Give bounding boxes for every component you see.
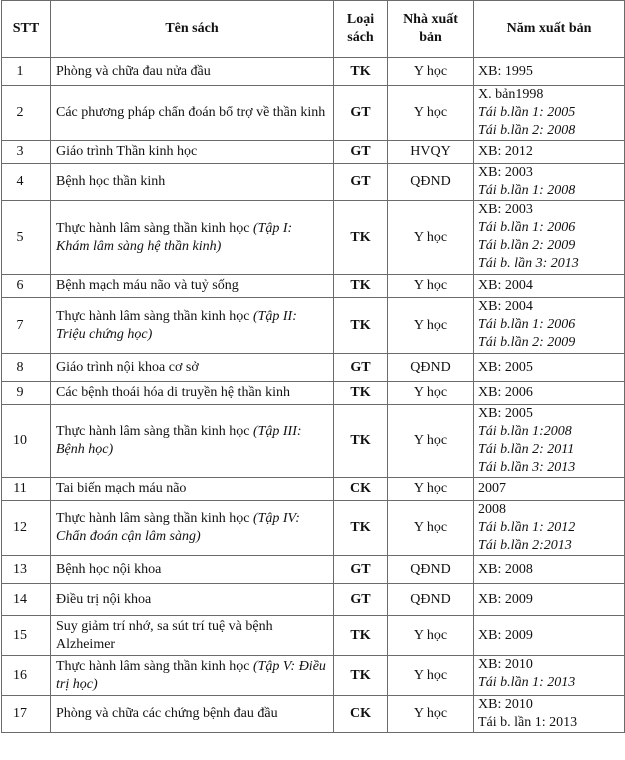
cell-stt: 6	[2, 275, 51, 298]
cell-title	[51, 298, 334, 354]
title-text: Phòng và chữa các chứng bệnh đau đầu	[56, 706, 278, 721]
header-type: Loại sách	[334, 1, 388, 58]
cell-publisher: Y học	[388, 201, 474, 275]
table-row	[2, 298, 625, 354]
table-row	[2, 58, 625, 86]
title-volume-note: (Tập II: Triệu chứng học)	[56, 308, 297, 342]
header-year: Năm xuất bản	[474, 1, 625, 58]
edition-line: XB: 2008	[478, 561, 533, 577]
cell-publisher: Y học	[388, 405, 474, 478]
cell-stt: 7	[2, 298, 51, 354]
reprint-line: Tái b.lần 2:2013	[478, 538, 572, 553]
cell-title	[51, 501, 334, 556]
cell-year	[474, 696, 625, 733]
title-text: Giáo trình Thần kinh học	[56, 144, 198, 159]
edition-line: XB: 2009	[478, 591, 533, 607]
reprint-line: Tái b.lần 1: 2006	[478, 220, 576, 235]
edition-line: XB: 2003	[478, 202, 533, 217]
title-text: Các phương pháp chẩn đoán bổ trợ về thần kinh	[56, 105, 326, 120]
edition-line: XB: 1995	[478, 63, 533, 79]
title-text: Điều trị nội khoa	[56, 591, 152, 607]
edition-line: XB: 2009	[478, 627, 533, 643]
cell-title	[51, 584, 334, 616]
cell-publisher: Y học	[388, 696, 474, 733]
cell-title	[51, 616, 334, 656]
edition-line: XB: 2004	[478, 299, 533, 314]
cell-publisher: HVQY	[388, 141, 474, 164]
cell-stt: 2	[2, 86, 51, 141]
reprint-line: Tái b. lần 3: 2013	[478, 256, 579, 271]
table-row	[2, 696, 625, 733]
cell-stt: 10	[2, 405, 51, 478]
reprint-line: Tái b.lần 1: 2012	[478, 520, 576, 535]
cell-type: TK	[334, 501, 388, 556]
table-row	[2, 478, 625, 501]
cell-type: GT	[334, 584, 388, 616]
cell-publisher: QĐND	[388, 354, 474, 382]
header-row	[2, 1, 625, 58]
title-text: Thực hành lâm sàng thần kinh học	[56, 308, 253, 324]
table-row	[2, 501, 625, 556]
title-volume-note: (Tập III: Bệnh học)	[56, 424, 302, 457]
edition-line: X. bản1998	[478, 87, 544, 102]
edition-line: XB: 2005	[478, 406, 533, 421]
reprint-line: Tái b.lần 2: 2008	[478, 123, 576, 138]
title-text: Bệnh mạch máu não và tuỷ sống	[56, 278, 239, 293]
title-text: Các bệnh thoái hóa di truyền hệ thần kinh	[56, 385, 291, 400]
cell-year	[474, 164, 625, 201]
cell-year	[474, 86, 625, 141]
table-row	[2, 86, 625, 141]
cell-publisher: Y học	[388, 298, 474, 354]
cell-type: GT	[334, 141, 388, 164]
title-text: Suy giảm trí nhớ, sa sút trí tuệ và bệnh Alzheimer	[56, 618, 273, 652]
edition-line: XB: 2003	[478, 165, 533, 180]
cell-year	[474, 478, 625, 501]
cell-type: TK	[334, 298, 388, 354]
cell-year	[474, 58, 625, 86]
title-text: Tai biến mạch máu não	[56, 481, 187, 496]
cell-type: CK	[334, 696, 388, 733]
cell-year	[474, 298, 625, 354]
cell-title	[51, 201, 334, 275]
cell-type: TK	[334, 656, 388, 696]
cell-publisher: Y học	[388, 656, 474, 696]
table-body	[2, 58, 625, 733]
title-text: Phòng và chữa đau nửa đầu	[56, 63, 211, 79]
cell-year	[474, 354, 625, 382]
edition-line: XB: 2006	[478, 385, 533, 400]
title-volume-note: (Tập IV: Chẩn đoán cận lâm sàng)	[56, 511, 300, 544]
edition-line: Tái b. lần 1: 2013	[478, 715, 578, 730]
cell-stt: 3	[2, 141, 51, 164]
cell-type: GT	[334, 86, 388, 141]
cell-stt: 16	[2, 656, 51, 696]
cell-title	[51, 382, 334, 405]
book-table	[1, 0, 625, 733]
cell-type: GT	[334, 556, 388, 584]
cell-stt: 17	[2, 696, 51, 733]
cell-stt: 11	[2, 478, 51, 501]
cell-type: GT	[334, 164, 388, 201]
edition-line: XB: 2012	[478, 144, 533, 159]
reprint-line: Tái b.lần 1: 2006	[478, 317, 576, 332]
cell-title	[51, 86, 334, 141]
cell-year	[474, 616, 625, 656]
cell-year	[474, 405, 625, 478]
cell-stt: 1	[2, 58, 51, 86]
cell-year	[474, 141, 625, 164]
table-row	[2, 382, 625, 405]
title-text: Bệnh học nội khoa	[56, 561, 162, 577]
table-row	[2, 584, 625, 616]
table-row	[2, 405, 625, 478]
cell-title	[51, 164, 334, 201]
cell-title	[51, 696, 334, 733]
cell-title	[51, 141, 334, 164]
cell-type: TK	[334, 275, 388, 298]
title-text: Bệnh học thần kinh	[56, 174, 166, 189]
cell-title	[51, 656, 334, 696]
cell-publisher: Y học	[388, 275, 474, 298]
cell-type: CK	[334, 478, 388, 501]
reprint-line: Tái b.lần 2: 2009	[478, 335, 576, 350]
edition-line: 2008	[478, 502, 506, 517]
cell-year	[474, 501, 625, 556]
cell-stt: 5	[2, 201, 51, 275]
edition-line: XB: 2010	[478, 697, 533, 712]
cell-year	[474, 656, 625, 696]
cell-year	[474, 584, 625, 616]
table-row	[2, 354, 625, 382]
cell-type: TK	[334, 58, 388, 86]
edition-line: XB: 2010	[478, 657, 533, 672]
reprint-line: Tái b.lần 1: 2005	[478, 105, 576, 120]
table-row	[2, 616, 625, 656]
cell-stt: 13	[2, 556, 51, 584]
header-publisher: Nhà xuất bản	[388, 1, 474, 58]
cell-year	[474, 275, 625, 298]
reprint-line: Tái b.lần 3: 2013	[478, 460, 576, 475]
cell-type: GT	[334, 354, 388, 382]
title-text: Giáo trình nội khoa cơ sở	[56, 359, 199, 375]
cell-stt: 9	[2, 382, 51, 405]
cell-publisher: Y học	[388, 58, 474, 86]
cell-publisher: QĐND	[388, 556, 474, 584]
cell-stt: 4	[2, 164, 51, 201]
header-title: Tên sách	[51, 1, 334, 58]
cell-publisher: Y học	[388, 478, 474, 501]
cell-type: TK	[334, 201, 388, 275]
cell-stt: 12	[2, 501, 51, 556]
table-row	[2, 275, 625, 298]
cell-publisher: QĐND	[388, 584, 474, 616]
table-row	[2, 201, 625, 275]
cell-title	[51, 58, 334, 86]
table-row	[2, 141, 625, 164]
cell-stt: 15	[2, 616, 51, 656]
cell-stt: 8	[2, 354, 51, 382]
cell-title	[51, 354, 334, 382]
table-row	[2, 164, 625, 201]
title-text: Thực hành lâm sàng thần kinh học	[56, 658, 253, 674]
cell-publisher: Y học	[388, 616, 474, 656]
cell-publisher: Y học	[388, 86, 474, 141]
cell-year	[474, 556, 625, 584]
cell-stt: 14	[2, 584, 51, 616]
cell-title	[51, 556, 334, 584]
title-text: Thực hành lâm sàng thần kinh học	[56, 424, 253, 439]
title-text: Thực hành lâm sàng thần kinh học	[56, 511, 253, 526]
table-row	[2, 656, 625, 696]
edition-line: XB: 2004	[478, 278, 533, 293]
title-text: Thực hành lâm sàng thần kinh học	[56, 220, 253, 236]
reprint-line: Tái b.lần 1: 2013	[478, 675, 576, 690]
edition-line: XB: 2005	[478, 359, 533, 375]
title-volume-note: (Tập V: Điều trị học)	[56, 658, 326, 692]
cell-year	[474, 382, 625, 405]
cell-type: TK	[334, 405, 388, 478]
edition-line: 2007	[478, 481, 506, 496]
reprint-line: Tái b.lần 2: 2009	[478, 238, 576, 253]
title-volume-note: (Tập I: Khám lâm sàng hệ thần kinh)	[56, 220, 293, 254]
cell-type: TK	[334, 616, 388, 656]
cell-title	[51, 275, 334, 298]
table-row	[2, 556, 625, 584]
cell-type: TK	[334, 382, 388, 405]
reprint-line: Tái b.lần 1:2008	[478, 424, 572, 439]
cell-publisher: Y học	[388, 501, 474, 556]
cell-publisher: QĐND	[388, 164, 474, 201]
cell-publisher: Y học	[388, 382, 474, 405]
cell-title	[51, 405, 334, 478]
cell-title	[51, 478, 334, 501]
header-stt: STT	[2, 1, 51, 58]
cell-year	[474, 201, 625, 275]
reprint-line: Tái b.lần 1: 2008	[478, 183, 576, 198]
reprint-line: Tái b.lần 2: 2011	[478, 442, 575, 457]
